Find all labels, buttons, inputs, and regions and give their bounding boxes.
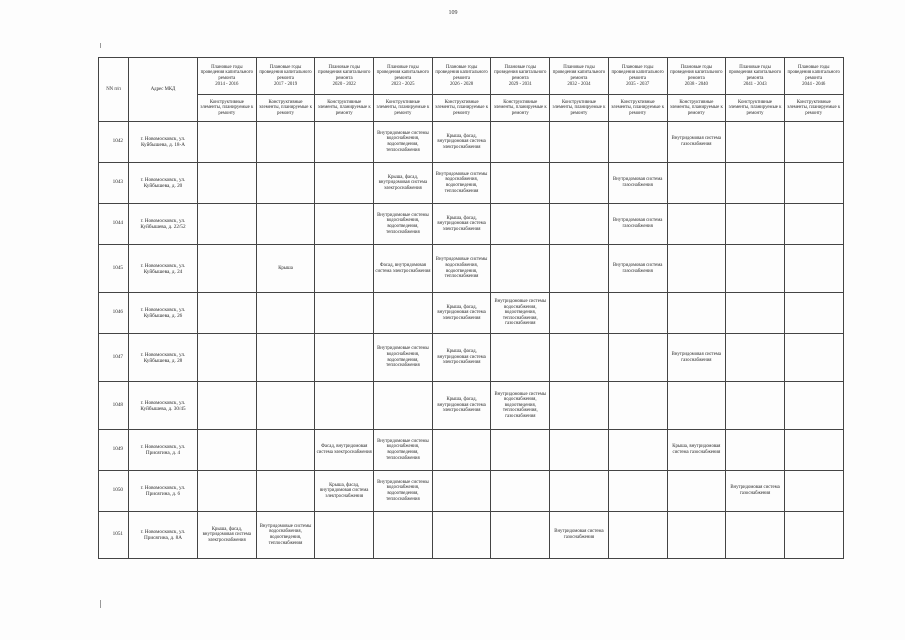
scan-mark-top bbox=[100, 43, 101, 48]
repair-cell bbox=[784, 512, 843, 559]
header-period bbox=[374, 58, 433, 95]
repair-cell bbox=[550, 430, 609, 471]
repair-cell bbox=[726, 334, 785, 382]
repair-cell: Внутридомовые системы водоснабжения, водоотведения, теплоснабжения bbox=[374, 122, 433, 163]
repair-cell bbox=[550, 204, 609, 245]
row-number: 1042 bbox=[99, 122, 129, 163]
repair-cell bbox=[608, 334, 667, 382]
repair-cell bbox=[491, 334, 550, 382]
row-number: 1047 bbox=[99, 334, 129, 382]
repair-cell bbox=[432, 430, 491, 471]
repair-cell bbox=[491, 471, 550, 512]
repair-cell bbox=[256, 122, 315, 163]
period-years: 2020 - 2022 bbox=[332, 81, 356, 87]
row-number: 1051 bbox=[99, 512, 129, 559]
table-row bbox=[99, 245, 844, 293]
header-elements: Конструктивные элементы, планируемые к ремонту bbox=[374, 95, 433, 122]
repair-cell: Крыша, фасад, внутридомовая система электроснабжения bbox=[432, 382, 491, 430]
repair-cell: Внутридомовая система газоснабжения bbox=[726, 471, 785, 512]
repair-cell: Внутридомовые системы водоснабжения, водоотведения, теплоснабжения bbox=[256, 512, 315, 559]
header-nn: NN п/п bbox=[99, 58, 129, 122]
repair-cell bbox=[256, 430, 315, 471]
repair-cell: Фасад, внутридомовая система электроснабжения bbox=[315, 430, 374, 471]
repair-cell: Внутридомовая система газоснабжения bbox=[608, 163, 667, 204]
repair-cell bbox=[198, 382, 257, 430]
repair-cell: Внутридомовая система газоснабжения bbox=[608, 204, 667, 245]
repair-cell bbox=[726, 163, 785, 204]
period-label: Плановые годы проведения капитального ремонта bbox=[611, 64, 664, 81]
repair-cell: Внутридомовые системы водоснабжения, водоотведения, теплоснабжения, газоснабжения bbox=[491, 382, 550, 430]
header-elements: Конструктивные элементы, планируемые к ремонту bbox=[608, 95, 667, 122]
period-years: 2026 - 2028 bbox=[450, 81, 474, 87]
repair-cell bbox=[726, 430, 785, 471]
repair-cell bbox=[315, 512, 374, 559]
row-address: г. Новомосковск, ул. Присягина, д. 6 bbox=[129, 471, 198, 512]
repair-cell bbox=[608, 293, 667, 334]
row-number: 1043 bbox=[99, 163, 129, 204]
header-period bbox=[726, 58, 785, 95]
repair-cell: Фасад, внутридомовая система электроснабжения bbox=[374, 245, 433, 293]
repair-cell bbox=[784, 163, 843, 204]
repair-cell bbox=[256, 382, 315, 430]
repair-cell: Крыша, фасад, внутридомовая система электроснабжения bbox=[374, 163, 433, 204]
row-address: г. Новомосковск, ул. Присягина, д. 4 bbox=[129, 430, 198, 471]
header-elements: Конструктивные элементы, планируемые к ремонту bbox=[491, 95, 550, 122]
repair-cell bbox=[198, 471, 257, 512]
repair-cell bbox=[256, 334, 315, 382]
row-address: г. Новомосковск, ул. Присягина, д. 8А bbox=[129, 512, 198, 559]
repair-cell: Крыша bbox=[256, 245, 315, 293]
header-period bbox=[315, 58, 374, 95]
repair-cell bbox=[198, 163, 257, 204]
repair-cell bbox=[256, 163, 315, 204]
header-address: Адрес МКД bbox=[129, 58, 198, 122]
repair-cell bbox=[550, 334, 609, 382]
table-row bbox=[99, 204, 844, 245]
row-number: 1049 bbox=[99, 430, 129, 471]
table-row bbox=[99, 382, 844, 430]
row-address: г. Новомосковск, ул. Куйбышева, д. 18-А bbox=[129, 122, 198, 163]
repair-cell: Внутридомовые системы водоснабжения, водоотведения, теплоснабжения, газоснабжения bbox=[491, 293, 550, 334]
header-elements: Конструктивные элементы, планируемые к ремонту bbox=[726, 95, 785, 122]
table-row bbox=[99, 163, 844, 204]
table-row bbox=[99, 293, 844, 334]
table-row bbox=[99, 122, 844, 163]
repair-cell bbox=[667, 293, 726, 334]
header-elements: Конструктивные элементы, планируемые к ремонту bbox=[315, 95, 374, 122]
period-label: Плановые годы проведения капитального ремонта bbox=[318, 64, 371, 81]
header-elements: Конструктивные элементы, планируемые к ремонту bbox=[256, 95, 315, 122]
repair-cell: Крыша, фасад, внутридомовая система электроснабжения bbox=[432, 334, 491, 382]
repair-cell bbox=[550, 471, 609, 512]
scan-mark-bottom bbox=[100, 600, 101, 608]
repair-cell bbox=[550, 163, 609, 204]
repair-cell bbox=[784, 430, 843, 471]
header-period bbox=[784, 58, 843, 95]
repair-cell bbox=[726, 382, 785, 430]
header-period bbox=[608, 58, 667, 95]
header-period bbox=[198, 58, 257, 95]
period-label: Плановые годы проведения капитального ремонта bbox=[787, 64, 840, 81]
repair-cell bbox=[374, 382, 433, 430]
repair-cell bbox=[491, 512, 550, 559]
period-label: Плановые годы проведения капитального ремонта bbox=[435, 64, 488, 81]
repair-cell: Крыша, фасад, внутридомовая система электроснабжения bbox=[198, 512, 257, 559]
repair-cell bbox=[608, 382, 667, 430]
row-address: г. Новомосковск, ул. Куйбышева, д. 28 bbox=[129, 334, 198, 382]
repair-cell: Внутридомовые системы водоснабжения, водоотведения, теплоснабжения bbox=[374, 471, 433, 512]
period-label: Плановые годы проведения капитального ремонта bbox=[552, 64, 606, 81]
repair-cell: Внутридомовые системы водоснабжения, водоотведения, теплоснабжения bbox=[374, 334, 433, 382]
header-elements: Конструктивные элементы, планируемые к ремонту bbox=[784, 95, 843, 122]
repair-cell bbox=[726, 512, 785, 559]
header-period bbox=[667, 58, 726, 95]
repair-cell bbox=[198, 334, 257, 382]
repair-cell bbox=[256, 293, 315, 334]
repair-cell bbox=[198, 430, 257, 471]
repair-cell bbox=[550, 245, 609, 293]
repair-cell bbox=[491, 122, 550, 163]
period-label: Плановые годы проведения капитального ремонта bbox=[494, 64, 547, 81]
period-years: 2023 - 2025 bbox=[391, 81, 415, 87]
repair-cell bbox=[315, 334, 374, 382]
row-number: 1045 bbox=[99, 245, 129, 293]
repair-cell: Внутридомовые системы водоснабжения, водоотведения, теплоснабжения bbox=[432, 245, 491, 293]
repair-cell: Крыша, внутридомовая система газоснабжения bbox=[667, 430, 726, 471]
repair-cell bbox=[667, 382, 726, 430]
header-elements: Конструктивные элементы, планируемые к ремонту bbox=[198, 95, 257, 122]
repair-cell bbox=[726, 204, 785, 245]
repair-cell: Крыша, фасад, внутридомовая система электроснабжения bbox=[432, 122, 491, 163]
repair-cell bbox=[491, 430, 550, 471]
repair-cell bbox=[550, 293, 609, 334]
page-number: 109 bbox=[448, 10, 458, 16]
period-years: 2035 - 2037 bbox=[626, 81, 650, 87]
period-years: 2029 - 2031 bbox=[508, 81, 532, 87]
repair-cell bbox=[667, 512, 726, 559]
repair-cell bbox=[726, 293, 785, 334]
repair-cell bbox=[491, 163, 550, 204]
repair-cell bbox=[315, 245, 374, 293]
repair-cell bbox=[432, 512, 491, 559]
repair-cell bbox=[726, 122, 785, 163]
repair-cell bbox=[784, 204, 843, 245]
repair-cell bbox=[726, 245, 785, 293]
repair-cell bbox=[608, 430, 667, 471]
repair-cell bbox=[374, 512, 433, 559]
table-row bbox=[99, 512, 844, 559]
repair-cell bbox=[784, 293, 843, 334]
row-address: г. Новомосковск, ул. Куйбышева, д. 26 bbox=[129, 293, 198, 334]
repair-cell bbox=[256, 204, 315, 245]
period-years: 2044 - 2046 bbox=[802, 81, 826, 87]
repair-cell: Крыша, фасад, внутридомовая система электроснабжения bbox=[315, 471, 374, 512]
header-period bbox=[550, 58, 609, 95]
repair-cell: Крыша, фасад, внутридомовая система электроснабжения bbox=[432, 293, 491, 334]
row-number: 1050 bbox=[99, 471, 129, 512]
repair-cell bbox=[608, 471, 667, 512]
row-address: г. Новомосковск, ул. Куйбышева, д. 22/52 bbox=[129, 204, 198, 245]
repair-cell bbox=[667, 204, 726, 245]
period-label: Плановые годы проведения капитального ремонта bbox=[200, 64, 254, 81]
repair-cell bbox=[550, 382, 609, 430]
row-address: г. Новомосковск, ул. Куйбышева, д. 30/45 bbox=[129, 382, 198, 430]
table-row bbox=[99, 471, 844, 512]
table-row bbox=[99, 334, 844, 382]
row-number: 1046 bbox=[99, 293, 129, 334]
table-row bbox=[99, 430, 844, 471]
repair-cell bbox=[198, 293, 257, 334]
period-years: 2038 - 2040 bbox=[684, 81, 708, 87]
period-label: Плановые годы проведения капитального ремонта bbox=[376, 64, 430, 81]
period-years: 2014 - 2016 bbox=[215, 81, 239, 87]
repair-cell bbox=[784, 122, 843, 163]
repair-schedule-table bbox=[98, 57, 844, 559]
repair-cell: Внутридомовые системы водоснабжения, водоотведения, теплоснабжения bbox=[432, 163, 491, 204]
repair-cell bbox=[784, 471, 843, 512]
repair-cell bbox=[315, 204, 374, 245]
repair-cell bbox=[315, 122, 374, 163]
repair-cell bbox=[784, 382, 843, 430]
repair-cell bbox=[667, 163, 726, 204]
period-label: Плановые годы проведения капитального ремонта bbox=[728, 64, 782, 81]
repair-cell bbox=[608, 512, 667, 559]
row-address: г. Новомосковск, ул. Куйбышева, д. 20 bbox=[129, 163, 198, 204]
repair-cell bbox=[432, 471, 491, 512]
period-years: 2017 - 2019 bbox=[273, 81, 298, 87]
repair-cell bbox=[315, 293, 374, 334]
header-elements: Конструктивные элементы, планируемые к ремонту bbox=[667, 95, 726, 122]
repair-cell bbox=[374, 293, 433, 334]
header-elements: Конструктивные элементы, планируемые к ремонту bbox=[432, 95, 491, 122]
repair-cell bbox=[315, 163, 374, 204]
row-number: 1044 bbox=[99, 204, 129, 245]
period-label: Плановые годы проведения капитального ремонта bbox=[670, 64, 723, 81]
header-period bbox=[256, 58, 315, 95]
repair-cell bbox=[667, 471, 726, 512]
repair-cell bbox=[198, 245, 257, 293]
repair-cell: Крыша, фасад, внутридомовая система электроснабжения bbox=[432, 204, 491, 245]
repair-cell bbox=[315, 382, 374, 430]
repair-cell bbox=[608, 122, 667, 163]
header-period bbox=[491, 58, 550, 95]
period-years: 2032 - 2034 bbox=[567, 81, 591, 87]
repair-cell: Внутридомовая система газоснабжения bbox=[550, 512, 609, 559]
repair-cell bbox=[667, 245, 726, 293]
row-address: г. Новомосковск, ул. Куйбышева, д. 24 bbox=[129, 245, 198, 293]
repair-cell bbox=[784, 245, 843, 293]
repair-cell: Внутридомовая система газоснабжения bbox=[667, 122, 726, 163]
repair-cell bbox=[491, 245, 550, 293]
period-label: Плановые годы проведения капитального ремонта bbox=[259, 64, 312, 81]
repair-cell: Внутридомовые системы водоснабжения, водоотведения, теплоснабжения bbox=[374, 430, 433, 471]
header-period bbox=[432, 58, 491, 95]
repair-cell bbox=[784, 334, 843, 382]
repair-cell: Внутридомовая система газоснабжения bbox=[667, 334, 726, 382]
repair-cell bbox=[256, 471, 315, 512]
repair-cell bbox=[550, 122, 609, 163]
row-number: 1048 bbox=[99, 382, 129, 430]
header-elements: Конструктивные элементы, планируемые к ремонту bbox=[550, 95, 609, 122]
repair-cell: Внутридомовые системы водоснабжения, водоотведения, теплоснабжения bbox=[374, 204, 433, 245]
repair-cell bbox=[198, 204, 257, 245]
period-years: 2041 - 2043 bbox=[743, 81, 767, 87]
repair-cell: Внутридомовая система газоснабжения bbox=[608, 245, 667, 293]
repair-cell bbox=[491, 204, 550, 245]
repair-cell bbox=[198, 122, 257, 163]
